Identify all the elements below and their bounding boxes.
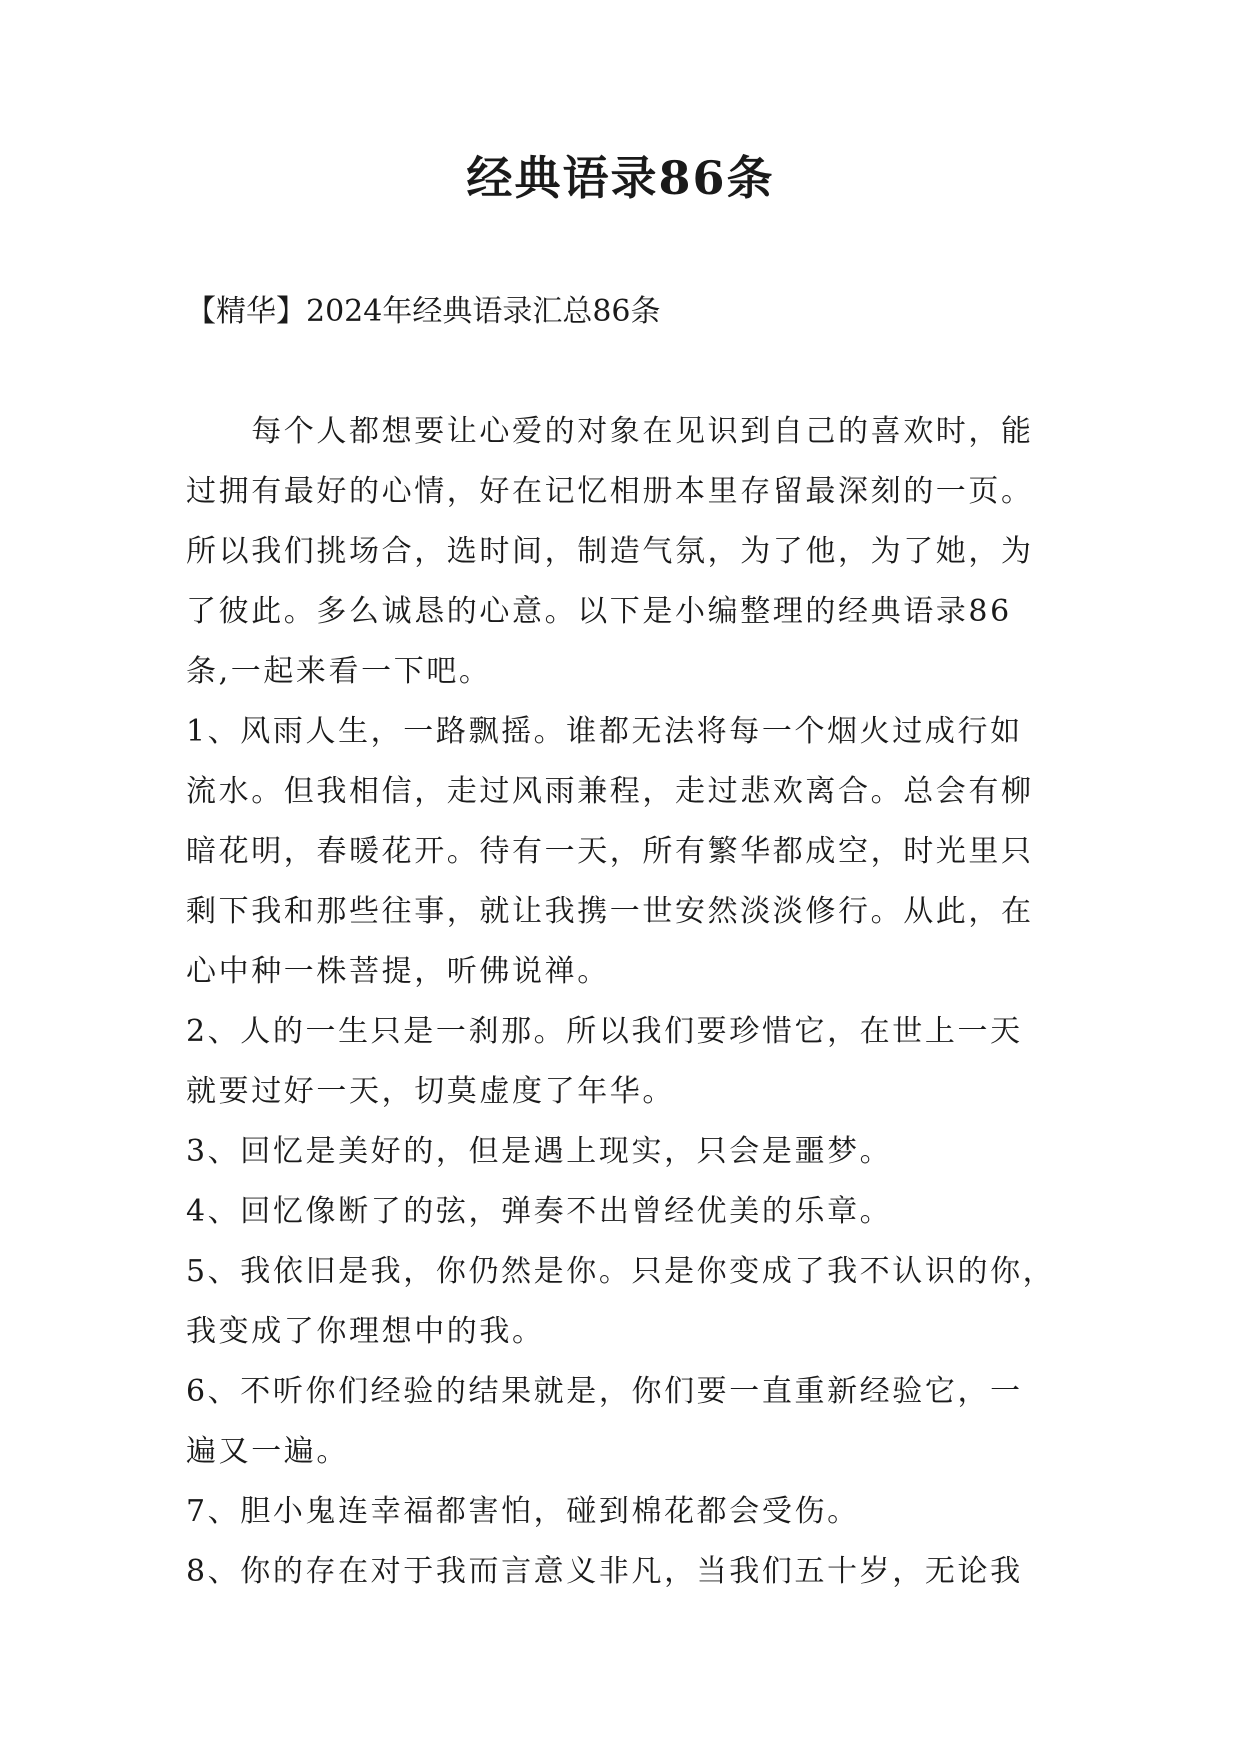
body-line: 了彼此。多么诚恳的心意。以下是小编整理的经典语录86: [186, 594, 1012, 629]
body-line: 3、回忆是美好的，但是遇上现实，只会是噩梦。: [186, 1134, 893, 1169]
body-line: 过拥有最好的心情，好在记忆相册本里存留最深刻的一页。: [186, 474, 1034, 509]
body-line: 2、人的一生只是一刹那。所以我们要珍惜它，在世上一天: [186, 1014, 1023, 1049]
body-line: 流水。但我相信，走过风雨兼程，走过悲欢离合。总会有柳: [186, 774, 1034, 809]
body-line: 就要过好一天，切莫虚度了年华。: [186, 1074, 675, 1109]
body-line: 5、我依旧是我，你仍然是你。只是你变成了我不认识的你，: [186, 1254, 1056, 1289]
body-line: 所以我们挑场合，选时间，制造气氛，为了他，为了她，为: [186, 534, 1034, 569]
body-line: 1、风雨人生，一路飘摇。谁都无法将每一个烟火过成行如: [186, 714, 1023, 749]
body-line: 8、你的存在对于我而言意义非凡，当我们五十岁，无论我: [186, 1554, 1023, 1589]
document-title: 经典语录86条: [466, 151, 775, 205]
body-line: 遍又一遍。: [186, 1434, 349, 1469]
document-body: [186, 402, 1056, 1602]
body-line: 剩下我和那些往事，就让我携一世安然淡淡修行。从此，在: [186, 894, 1034, 929]
document-subtitle: 【精华】2024年经典语录汇总86条: [186, 294, 661, 329]
body-line: 暗花明，春暖花开。待有一天，所有繁华都成空，时光里只: [186, 834, 1034, 869]
body-line: 6、不听你们经验的结果就是，你们要一直重新经验它，一: [186, 1374, 1023, 1409]
body-line: 我变成了你理想中的我。: [186, 1314, 545, 1349]
body-line: 7、胆小鬼连幸福都害怕，碰到棉花都会受伤。: [186, 1494, 860, 1529]
body-line: 4、回忆像断了的弦，弹奏不出曾经优美的乐章。: [186, 1194, 893, 1229]
body-line: 条,一起来看一下吧。: [186, 654, 492, 689]
body-line: 心中种一株菩提，听佛说禅。: [186, 954, 610, 989]
body-line: 每个人都想要让心爱的对象在见识到自己的喜欢时，能: [186, 414, 1034, 449]
